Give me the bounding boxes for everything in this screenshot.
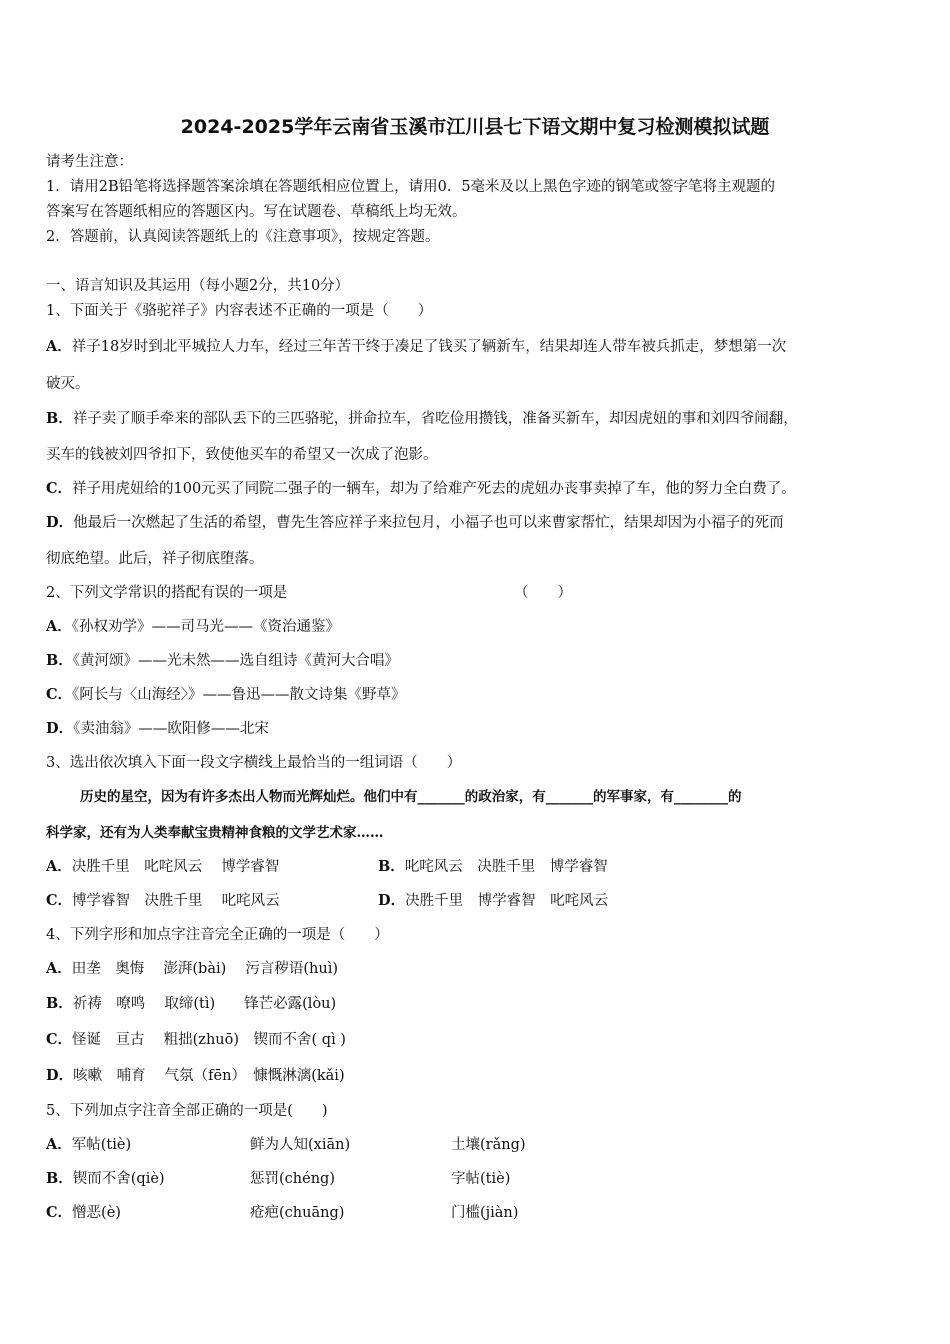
question-1-option-a-cont: 破灭。 [46,376,90,392]
question-3-option-b: B．叱咤风云 决胜千里 博学睿智 [378,858,608,875]
option-letter: D． [46,1067,74,1084]
option-letter: B． [46,1170,73,1187]
notice-item-2: 2．答题前，认真阅读答题纸上的《注意事项》，按规定答题。 [46,229,440,245]
option-letter: A． [46,338,72,355]
question-1-option-c: C．祥子用虎妞给的100元买了同院二强子的一辆车，却为了给难产死去的虎妞办丧事卖掉了车，他的努力全白费了。 [46,480,796,497]
question-2-option-d: D．《卖油翁》——欧阳修——北宋 [46,720,269,737]
question-5-row-c-col-3: 门槛(jiàn) [451,1205,519,1221]
question-2-option-a: A．《孙权劝学》——司马光——《资治通鉴》 [46,618,341,635]
option-letter: A． [46,618,72,635]
question-2-option-b: B．《黄河颂》——光未然——选自组诗《黄河大合唱》 [46,652,400,669]
question-1-option-d: D．他最后一次燃起了生活的希望，曹先生答应祥子来拉包月，小福子也可以来曹家帮忙，结果却因为小福子的死而 [46,514,784,531]
question-1-option-a: A．祥子18岁时到北平城拉人力车，经过三年苦干终于凑足了钱买了辆新车，结果却连人带车被兵抓走，梦想第一次 [46,338,787,355]
question-5-row-a-col-2: 鲜为人知(xiān) [250,1137,351,1153]
section-heading: 一、语言知识及其运用（每小题2分，共10分） [46,278,350,294]
option-letter: B． [46,652,73,669]
question-5-row-b-col-3: 字帖(tiè) [451,1171,511,1187]
question-5-stem: 5、下列加点字注音全部正确的一项是( ) [46,1103,328,1119]
question-1-stem: 1、下面关于《骆驼祥子》内容表述不正确的一项是（ ） [46,303,433,319]
notice-heading: 请考生注意： [46,154,133,170]
question-2-answer-paren: （ ） [514,585,572,601]
option-letter: A． [46,858,72,875]
question-1-option-d-cont: 彻底绝望。此后，祥子彻底堕落。 [46,551,264,567]
option-letter: D． [378,892,406,909]
option-letter: A． [46,960,72,977]
question-3-option-a: A．决胜千里 叱咤风云 博学睿智 [46,858,280,875]
option-letter: C． [46,1031,73,1048]
question-2-stem: 2、下列文学常识的搭配有误的一项是 [46,585,288,601]
question-5-row-a-col-3: 土壤(rǎng) [451,1137,526,1153]
option-letter: C． [46,1204,73,1221]
question-4-option-c: C．怪诞 亘古 粗拙(zhuō) 锲而不舍( qì ) [46,1031,346,1048]
question-1-option-b-cont: 买车的钱被刘四爷扣下，致使他买车的希望又一次成了泡影。 [46,447,438,463]
question-5-row-c-col-1: C．憎恶(è) [46,1204,121,1221]
option-letter: B． [46,410,73,427]
notice-item-1: 1．请用2B铅笔将选择题答案涂填在答题纸相应位置上，请用0．5毫米及以上黑色字迹的钢笔或签字笔将主观题的 [46,179,776,195]
option-letter: C． [46,892,73,909]
question-5-row-a-col-1: A．军帖(tiè) [46,1136,132,1153]
option-letter: D． [46,720,74,737]
question-3-option-c: C．博学睿智 决胜千里 叱咤风云 [46,892,280,909]
option-letter: D． [46,514,74,531]
question-5-row-b-col-1: B．锲而不舍(qiè) [46,1170,165,1187]
question-2-option-c: C．《阿长与〈山海经〉》——鲁迅——散文诗集《野草》 [46,686,406,703]
question-3-option-d: D．决胜千里 博学睿智 叱咤风云 [378,892,609,909]
question-5-row-b-col-2: 惩罚(chéng) [250,1171,335,1187]
option-letter: B． [378,858,405,875]
option-letter: B． [46,995,73,1012]
option-letter: A． [46,1136,72,1153]
question-5-row-c-col-2: 疮疤(chuāng) [250,1205,345,1221]
question-4-option-a: A．田垄 奥悔 澎湃(bài) 污言秽语(huì) [46,960,338,977]
option-letter: C． [46,480,73,497]
question-4-option-d: D．咳嗽 哺育 气氛（fēn） 慷慨淋漓(kǎi) [46,1067,345,1084]
question-3-passage: 历史的星空，因为有许多杰出人物而光辉灿烂。他们中有_______的政治家，有_______的军事家，有________的 [80,789,742,805]
question-4-option-b: B．祈祷 嘹鸣 取缔(tì) 锋芒必露(lòu) [46,995,337,1012]
question-4-stem: 4、下列字形和加点字注音完全正确的一项是（ ） [46,927,389,943]
option-letter: C． [46,686,73,703]
notice-item-1-cont: 答案写在答题纸相应的答题区内。写在试题卷、草稿纸上均无效。 [46,204,467,220]
page-title: 2024-2025学年云南省玉溪市江川县七下语文期中复习检测模拟试题 [180,116,770,138]
question-3-passage-cont: 科学家，还有为人类奉献宝贵精神食粮的文学艺术家…… [46,825,384,841]
question-1-option-b: B．祥子卖了顺手牵来的部队丢下的三匹骆驼，拼命拉车，省吃俭用攒钱，准备买新车，却因虎妞的事和刘四爷闹翻， [46,410,798,427]
question-3-stem: 3、选出依次填入下面一段文字横线上最恰当的一组词语（ ） [46,755,462,771]
